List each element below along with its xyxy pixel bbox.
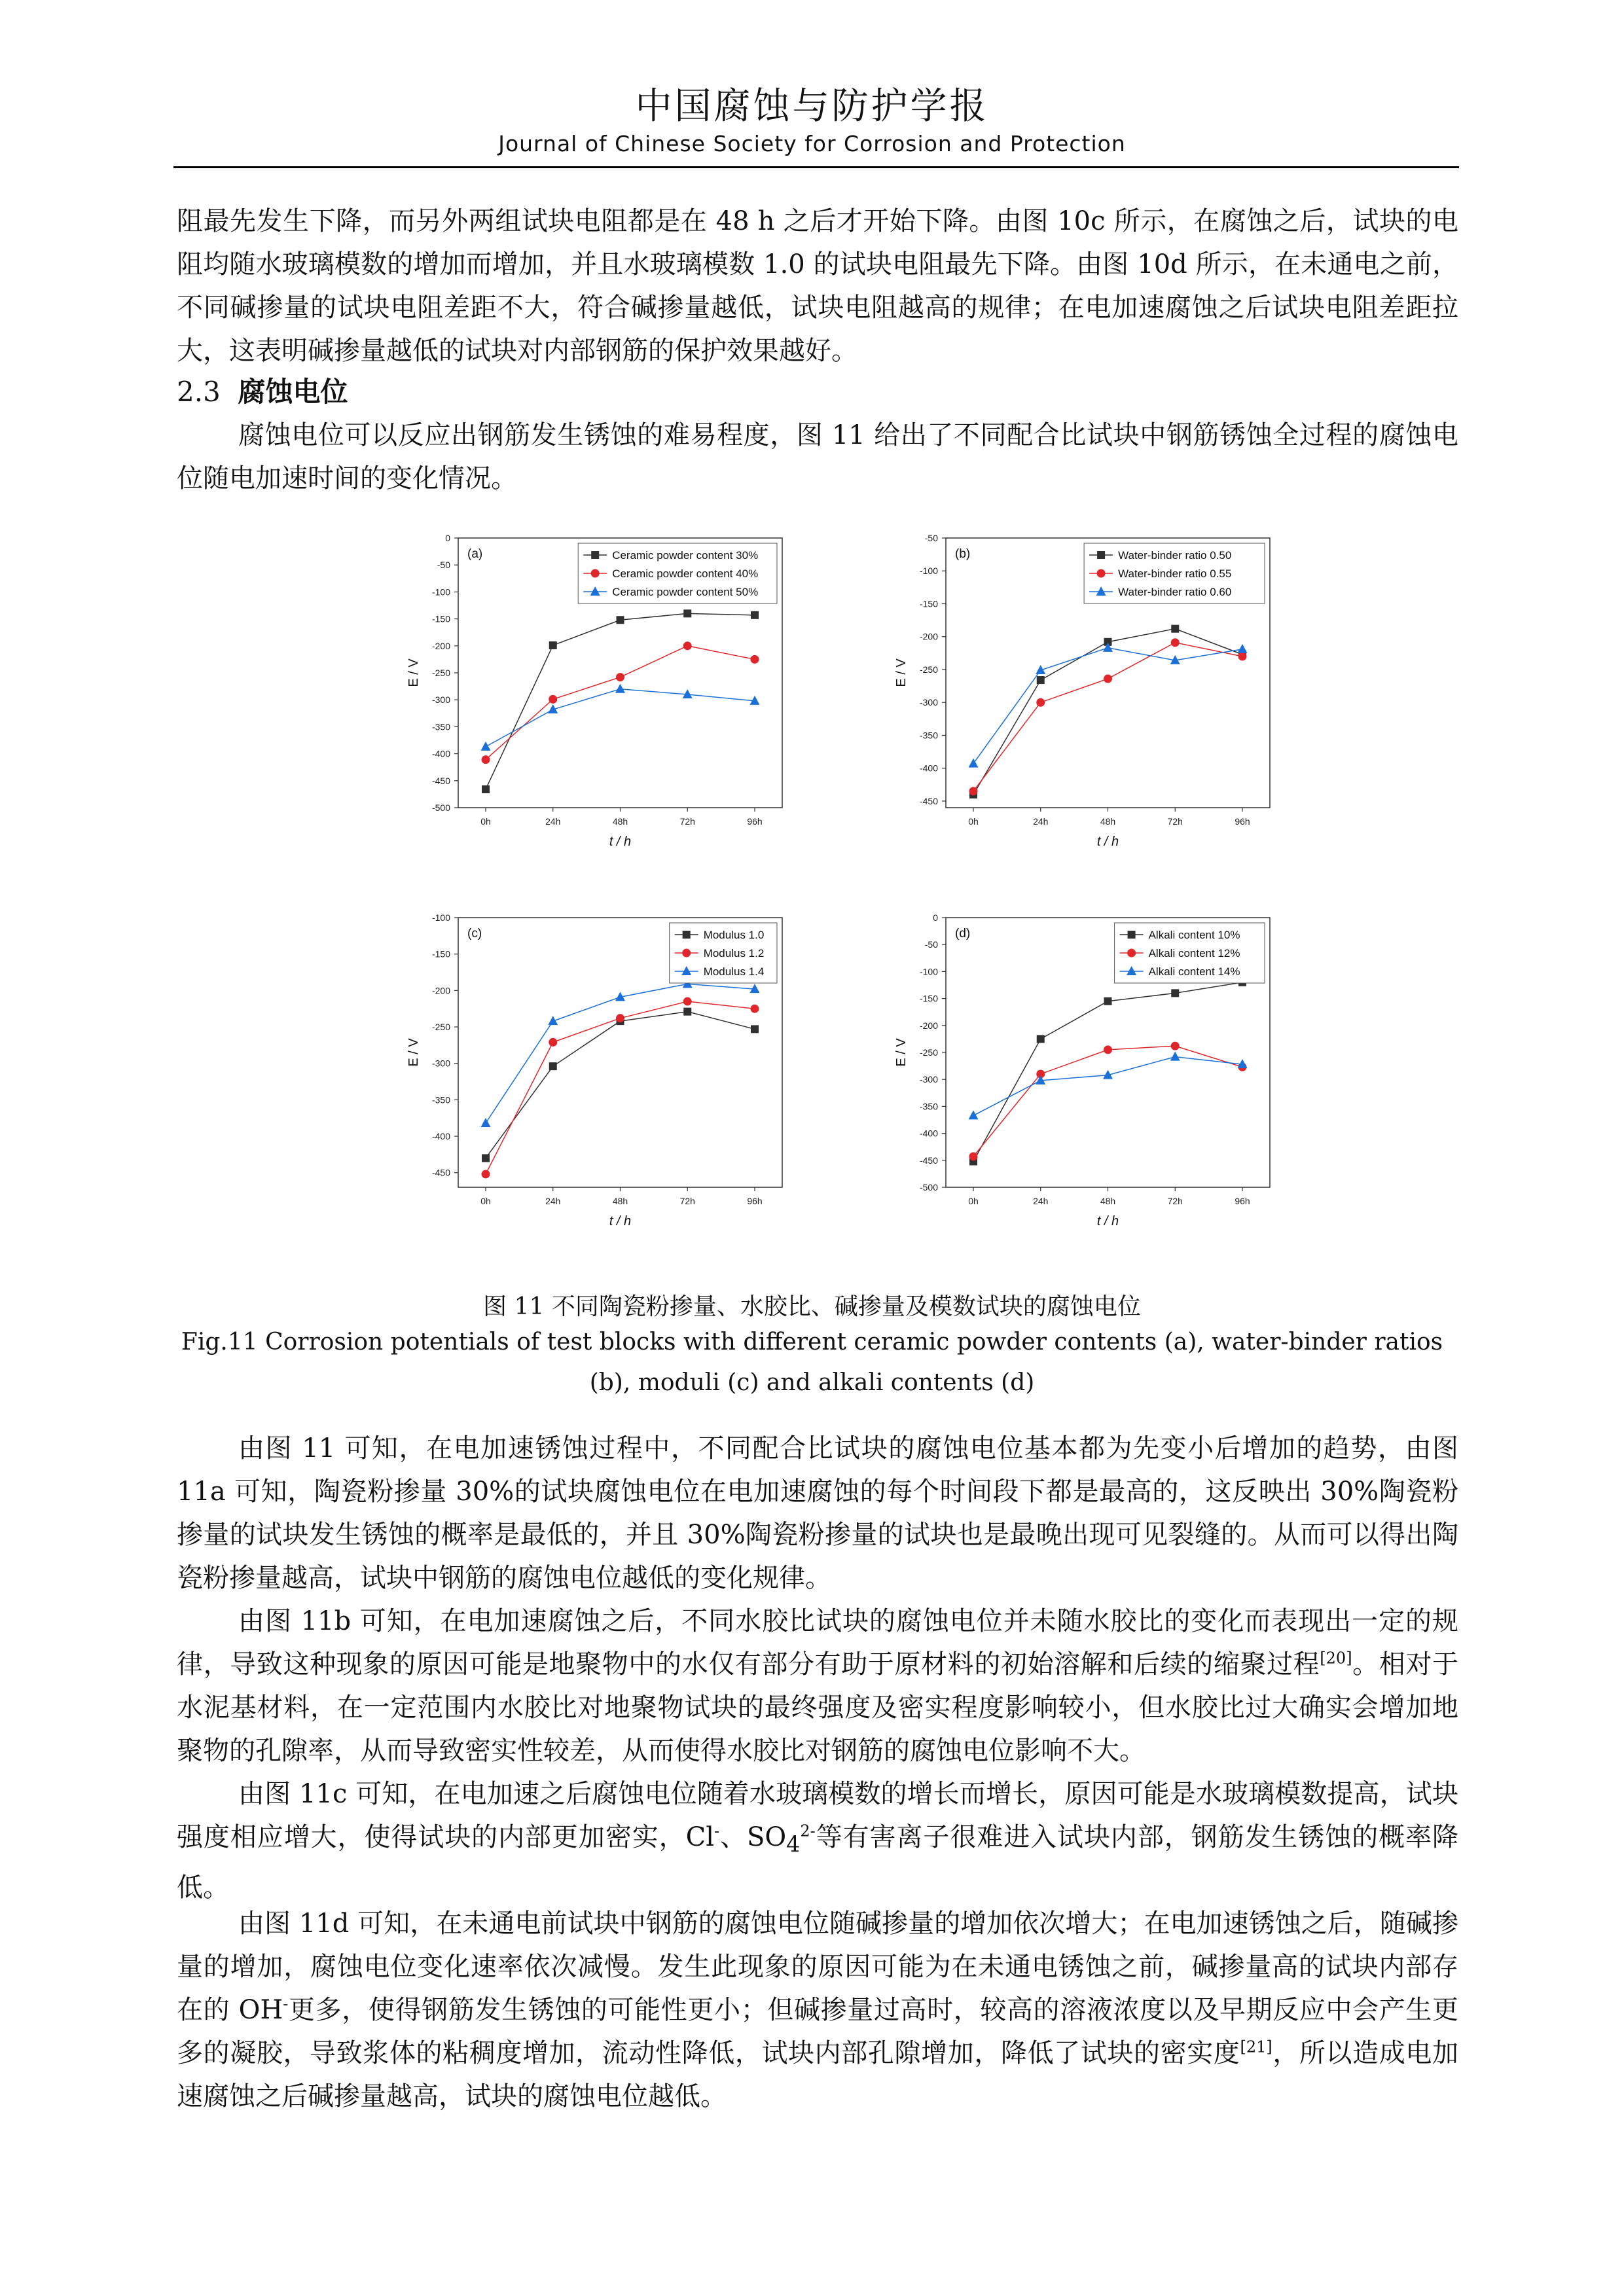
chart-c-ytick-label: -100 [431,912,450,923]
chart-c-legend-label-3: Modulus 1.4 [703,965,765,978]
chart-c-point-s3-1 [481,1118,491,1127]
chart-a-point-s1-1 [482,785,490,793]
chart-svg-b [880,531,1299,865]
chart-b-point-s2-4 [1171,638,1180,647]
chart-a-ytick-label: -200 [431,640,450,651]
chart-b-ytick-label: -400 [919,762,938,774]
paragraph-5-text-a: 由图 11c 可知，在电加速之后腐蚀电位随着水玻璃模数的增长而增长，原因可能是水玻璃模数提高，试块强度相应增大，使得试块的内部更加密实，Cl [177,1779,1458,1852]
chart-c-legend-label-1: Modulus 1.0 [703,929,765,941]
chart-b-point-s3-5 [1238,644,1248,653]
chart-b-ytick-label: -450 [919,795,938,806]
chart-c-point-s2-1 [482,1170,490,1178]
chart-panel-a [393,531,812,868]
chart-a-legend-marker-2 [591,569,600,578]
chart-b-legend-marker-1 [1097,551,1105,559]
chart-c-panel-label: (c) [467,927,482,941]
chart-a-point-s2-5 [751,655,759,664]
chart-d-point-s1-4 [1171,989,1179,997]
chart-c-point-s1-5 [751,1025,759,1033]
section-number: 2.3 [177,376,221,408]
figure-caption-en-line2: (b), moduli (c) and alkali contents (d) [589,1369,1035,1396]
figure-caption-cn: 图 11 不同陶瓷粉掺量、水胶比、碱掺量及模数试块的腐蚀电位 [483,1293,1141,1320]
chart-c-ytick-label: -150 [431,948,450,960]
chart-a-ytick-label: -300 [431,694,450,706]
chart-b-legend-marker-2 [1097,569,1106,578]
chart-b-point-s1-4 [1171,625,1179,633]
chart-c-series-line-1 [486,1012,755,1158]
chart-a-ytick-label: -350 [431,721,450,732]
chart-a-legend-label-2: Ceramic powder content 40% [612,567,759,580]
chart-b-ytick-label: -200 [919,631,938,642]
journal-title-cn: 中国腐蚀与防护学报 [635,85,989,128]
chart-b-y-axis-label: E / V [894,658,909,687]
chart-d-point-s2-4 [1171,1042,1180,1050]
chart-c-series-line-2 [486,1001,755,1174]
citation-21[interactable]: [21] [1240,2037,1272,2056]
chart-d-point-s1-3 [1104,997,1112,1005]
paragraph-6-text-c: ，所以造成电加速腐蚀之后碱掺量越高，试块的腐蚀电位越低。 [177,2038,1458,2111]
chart-b-x-axis-label: t / h [1096,834,1119,849]
chart-a-ytick-label: -500 [431,802,450,813]
hydroxide-charge: - [283,1994,289,2013]
chart-b-ytick-label: -300 [919,697,938,708]
chart-svg-d [880,911,1299,1245]
chart-a-y-axis-label: E / V [406,658,421,687]
chart-b-series-line-2 [973,643,1242,791]
chart-d-legend-marker-2 [1127,949,1136,958]
chart-a-series-line-1 [486,613,755,789]
paragraph-4 [177,1600,1458,1772]
chart-c-xtick-label: 24h [545,1196,561,1206]
chart-c-y-axis-label: E / V [406,1038,421,1067]
chart-b-ytick-label: -150 [919,598,938,609]
paragraph-6 [177,1902,1458,2118]
chart-a-x-axis-label: t / h [609,834,632,849]
chart-c-point-s1-2 [549,1062,557,1070]
chart-d-ytick-label: -400 [919,1128,938,1139]
chart-panel-b [880,531,1299,868]
chart-a-point-s2-3 [616,673,624,681]
chart-d-ytick-label: -350 [919,1101,938,1112]
section-title: 腐蚀电位 [238,376,348,408]
chart-b-xtick-label: 0h [968,816,979,827]
chart-d-ytick-label: -100 [919,966,938,977]
chart-b-panel-label: (b) [955,547,971,561]
chart-svg-c [393,911,812,1245]
paragraph-5-text-c: 等有害离子很难进入试块内部，钢筋发生锈蚀的概率降低。 [177,1822,1459,1903]
chart-c-legend-label-2: Modulus 1.2 [703,947,765,960]
chart-c-point-s2-3 [616,1014,624,1022]
paragraph-6-text-b: 更多，使得钢筋发生锈蚀的可能性更小；但碱掺量过高时，较高的溶液浓度以及早期反应中会产生更多的凝胶，导致浆体的粘稠度增加，流动性降低，试块内部孔隙增加，降低了试块的密实度 [177,1995,1459,2068]
chart-c-ytick-label: -400 [431,1131,450,1142]
chart-a-legend-label-3: Ceramic powder content 50% [612,586,759,598]
chart-c-xtick-label: 96h [747,1196,763,1206]
chart-a-xtick-label: 72h [679,816,695,827]
chart-a-point-s1-4 [683,609,691,617]
chart-a-xtick-label: 24h [545,816,561,827]
paragraph-1: 阻最先发生下降，而另外两组试块电阻都是在 48 h 之后才开始下降。由图 10c 所示，在腐蚀之后，试块的电阻均随水玻璃模数的增加而增加，并且水玻璃模数 1.0 的试块电阻最先下降。由图 10d 所示，在未通电之前，不同碱掺量的试块电阻差距不大，符合碱掺量越低，试块电阻越高的规律；在电加速腐蚀之后试块电阻差距拉大，这表明碱掺量越低的试块对内部钢筋的保护效果越好。 [177,206,1458,366]
chart-d-ytick-label: -50 [924,939,938,950]
chart-b-series-line-1 [973,629,1242,795]
chart-b-ytick-label: -350 [919,730,938,741]
chart-a-ytick-label: -450 [431,775,450,786]
chart-c-point-s2-5 [751,1005,759,1013]
chart-d-point-s3-4 [1170,1052,1180,1061]
chart-b-ytick-label: -100 [919,565,938,577]
chart-a-point-s1-2 [549,641,557,649]
chart-d-xtick-label: 0h [968,1196,979,1206]
chart-panel-d [880,911,1299,1247]
chart-a-point-s2-2 [549,695,557,704]
chart-a-point-s3-1 [481,742,491,751]
chart-a-legend-marker-1 [591,551,599,559]
chart-d-ytick-label: -500 [919,1182,938,1193]
section-heading [177,370,348,410]
chart-c-ytick-label: -350 [431,1094,450,1105]
chart-c-point-s2-2 [549,1038,557,1047]
chart-a-ytick-label: -400 [431,748,450,759]
chart-a-panel-label: (a) [467,547,483,561]
chart-b-xtick-label: 72h [1167,816,1183,827]
chart-b-xtick-label: 48h [1100,816,1116,827]
chart-d-y-axis-label: E / V [894,1038,909,1067]
chart-c-ytick-label: -300 [431,1058,450,1069]
chart-c-point-s3-2 [548,1016,558,1025]
chart-b-legend-label-1: Water-binder ratio 0.50 [1118,549,1232,562]
chart-c-ytick-label: -250 [431,1022,450,1033]
paragraph-4-text-a: 由图 11b 可知，在电加速腐蚀之后，不同水胶比试块的腐蚀电位并未随水胶比的变化而表现出一定的规律，导致这种现象的原因可能是地聚物中的水仅有部分有助于原材料的初始溶解和后续的缩聚过程 [177,1606,1458,1679]
chart-b-ytick-label: -50 [924,533,938,543]
chart-c-x-axis-label: t / h [609,1214,632,1229]
chart-a-point-s1-3 [617,616,624,624]
journal-title-en: Journal of Chinese Society for Corrosion and Protection [498,131,1126,156]
paragraph-5 [177,1772,1458,1909]
chloride-charge: - [714,1821,720,1840]
chart-d-xtick-label: 48h [1100,1196,1116,1206]
chart-d-xtick-label: 24h [1033,1196,1049,1206]
chart-a-point-s2-1 [482,755,490,764]
chart-c-legend-marker-2 [682,949,691,958]
sulfate-charge: 2- [800,1821,816,1840]
chart-c-ytick-label: -450 [431,1167,450,1178]
chart-svg-a [393,531,812,865]
chart-c-xtick-label: 72h [679,1196,695,1206]
chart-d-ytick-label: -450 [919,1155,938,1166]
chart-c-xtick-label: 48h [612,1196,628,1206]
chart-d-point-s1-2 [1037,1035,1045,1043]
chart-b-xtick-label: 96h [1235,816,1250,827]
chart-b-point-s2-5 [1238,652,1247,660]
chart-b-point-s2-1 [969,787,978,795]
chart-a-ytick-label: -250 [431,668,450,678]
paragraph-5-text-b: 、SO [719,1822,787,1852]
chart-d-point-s3-1 [969,1110,979,1119]
header-rule [173,166,1459,168]
figure-caption-en-line1: Fig.11 Corrosion potentials of test blocks with different ceramic powder contents (a), water-binder ratios [181,1329,1443,1355]
chart-b-point-s1-2 [1037,676,1045,684]
chart-b-series-line-3 [973,648,1242,764]
paragraph-4-text-b: 。相对于水泥基材料，在一定范围内水胶比对地聚物试块的最终强度及密实程度影响较小，但水胶比过大确实会增加地聚物的孔隙率，从而导致密实性较差，从而使得水胶比对钢筋的腐蚀电位影响不大。 [177,1649,1459,1766]
chart-d-xtick-label: 72h [1167,1196,1183,1206]
chart-b-point-s2-2 [1036,698,1045,707]
chart-b-point-s2-3 [1104,675,1112,683]
chart-b-point-s3-1 [969,759,979,768]
chart-c-ytick-label: -200 [431,985,450,996]
chart-b-ytick-label: -250 [919,664,938,675]
chart-d-x-axis-label: t / h [1096,1214,1119,1229]
chart-a-xtick-label: 48h [612,816,628,827]
chart-c-point-s1-4 [683,1008,691,1016]
chart-a-xtick-label: 0h [480,816,491,827]
chart-c-point-s1-1 [482,1154,490,1162]
chart-a-legend-label-1: Ceramic powder content 30% [612,549,759,562]
chart-a-ytick-label: -50 [437,560,450,571]
chart-d-series-line-2 [973,1046,1242,1157]
chart-a-point-s3-3 [615,684,625,693]
chart-a-ytick-label: -150 [431,613,450,624]
chart-d-ytick-label: -150 [919,993,938,1004]
chart-a-xtick-label: 96h [747,816,763,827]
chart-d-legend-label-1: Alkali content 10% [1148,929,1240,941]
paragraph-3: 由图 11 可知，在电加速锈蚀过程中，不同配合比试块的腐蚀电位基本都为先变小后增加的趋势，由图 11a 可知，陶瓷粉掺量 30%的试块腐蚀电位在电加速腐蚀的每个时间段下都是最高的，这反映出 30%陶瓷粉掺量的试块发生锈蚀的概率是最低的，并且 30%陶瓷粉掺量的试块也是最晚出现可见裂缝的。从而可以得出陶瓷粉掺量越高，试块中钢筋的腐蚀电位越低的变化规律。 [177,1433,1458,1593]
chart-b-legend-label-3: Water-binder ratio 0.60 [1118,586,1232,598]
chart-a-point-s2-4 [683,641,692,650]
chart-a-series-line-3 [486,689,755,747]
chart-d-ytick-label: 0 [933,912,938,923]
chart-d-panel-label: (d) [955,927,971,941]
chart-d-legend-marker-1 [1128,931,1136,939]
chart-b-xtick-label: 24h [1033,816,1049,827]
sulfate-subscript: 4 [786,1831,801,1857]
chart-a-ytick-label: 0 [445,533,450,543]
chart-d-point-s2-1 [969,1153,978,1161]
chart-d-ytick-label: -250 [919,1047,938,1058]
chart-c-point-s2-4 [683,997,692,1006]
chart-panel-c [393,911,812,1247]
chart-c-legend-marker-1 [683,931,691,939]
citation-20[interactable]: [20] [1320,1649,1352,1668]
chart-d-point-s2-3 [1104,1045,1112,1054]
chart-a-ytick-label: -100 [431,586,450,598]
paragraph-2: 腐蚀电位可以反应出钢筋发生锈蚀的难易程度，图 11 给出了不同配合比试块中钢筋锈蚀全过程的腐蚀电位随电加速时间的变化情况。 [177,420,1458,493]
chart-d-xtick-label: 96h [1235,1196,1250,1206]
chart-d-legend-label-2: Alkali content 12% [1148,947,1240,960]
paragraph-6-text-a: 由图 11d 可知，在未通电前试块中钢筋的腐蚀电位随碱掺量的增加依次增大；在电加速锈蚀之后，随碱掺量的增加，腐蚀电位变化速率依次减慢。发生此现象的原因可能为在未通电锈蚀之前，碱掺量高的试块内部存在的 OH [177,1909,1458,2025]
chart-d-legend-label-3: Alkali content 14% [1148,965,1240,978]
chart-d-ytick-label: -200 [919,1020,938,1031]
chart-c-xtick-label: 0h [480,1196,491,1206]
chart-b-legend-label-2: Water-binder ratio 0.55 [1118,567,1232,580]
chart-d-ytick-label: -300 [919,1074,938,1085]
chart-a-point-s1-5 [751,611,759,619]
